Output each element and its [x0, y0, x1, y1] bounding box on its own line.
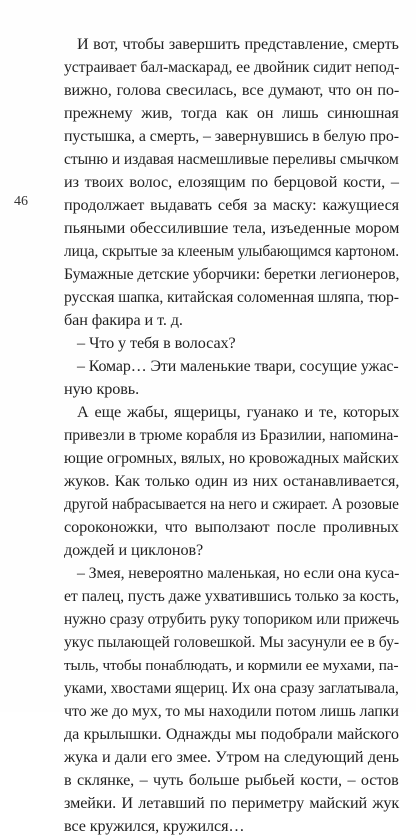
text-line: да крылышки. Однажды мы подобрали майского: [64, 725, 399, 743]
text-line: ет палец, пусть даже ухватившись только за кость,: [64, 588, 400, 605]
text-line: привезли в трюме корабля из Бразилии, напомина-: [64, 427, 399, 444]
text-line: жуков. Как только один из них останавливается,: [64, 472, 400, 490]
text-line: укус пылающей головешкой. Мы засунули ее в бу-: [64, 634, 399, 651]
page-number: 46: [14, 194, 28, 209]
text-line: тыль, чтобы понаблюдать, и кормили ее мухами, па-: [64, 657, 399, 674]
text-line: пустышка, а смерть, – завернувшись в белую про-: [64, 128, 399, 145]
text-line: уками, хвостами ящериц. Их она сразу заглатывала,: [64, 680, 399, 697]
text-line: продолжает выдавать себя за маску: кажущиеся: [64, 196, 400, 214]
text-line: лица, скрытые за клееным улыбающимся картоном.: [64, 243, 400, 260]
text-line: дождей и циклонов?: [64, 541, 204, 559]
text-line: вижно, голова свесилась, все думают, что он по-: [64, 81, 400, 99]
text-line: ную кровь.: [64, 380, 140, 398]
text-line: в склянке, – чуть больше рыбьей кости, – остов: [64, 771, 399, 789]
text-line: – Комар… Эти маленькие твари, сосущие ужас-: [77, 358, 399, 375]
text-line: нужно сразу отрубить руку топориком или прижечь: [64, 611, 400, 628]
text-line: – Что у тебя в волосах?: [77, 334, 236, 352]
text-line: змейки. И летавший по периметру майский жук: [64, 794, 400, 812]
text-line: ющие огромных, вялых, но кровожадных майских: [64, 450, 399, 467]
text-line: другой набрасывается на него и сжирает. А розовые: [64, 496, 399, 513]
body-text: [64, 33, 399, 838]
text-line: прежнему жив, тогда как он лишь синюшная: [64, 104, 399, 122]
text-line: устраивает бал-маскарад, ее двойник сидит непод-: [64, 59, 400, 76]
text-line: – Змея, невероятно маленькая, но если она куса-: [77, 565, 400, 582]
text-line: что же до мух, то мы находили потом лишь лапки: [64, 703, 399, 720]
text-line: пьяными обессилившие тела, изъеденные мором: [64, 219, 400, 237]
text-line: русская шапка, китайская соломенная шляпа, тюр-: [64, 289, 399, 306]
text-line: А еще жабы, ящерицы, гуанако и те, которых: [77, 403, 400, 421]
text-line: сороконожки, что выползают после проливных: [64, 518, 399, 536]
text-line: стыню и издавая насмешливые переливы смычком: [64, 151, 399, 168]
text-line: Бумажные детские уборчики: беретки легионеров,: [64, 266, 400, 283]
text-line: И вот, чтобы завершить представление, смерть: [77, 35, 399, 53]
text-line: жука и дали его змее. Утром на следующий день: [64, 748, 399, 766]
text-line: из твоих волос, елозящим по берцовой кости, –: [64, 173, 399, 191]
text-line: бан факира и т. д.: [64, 311, 183, 329]
text-line: все кружился, кружился…: [64, 817, 245, 835]
